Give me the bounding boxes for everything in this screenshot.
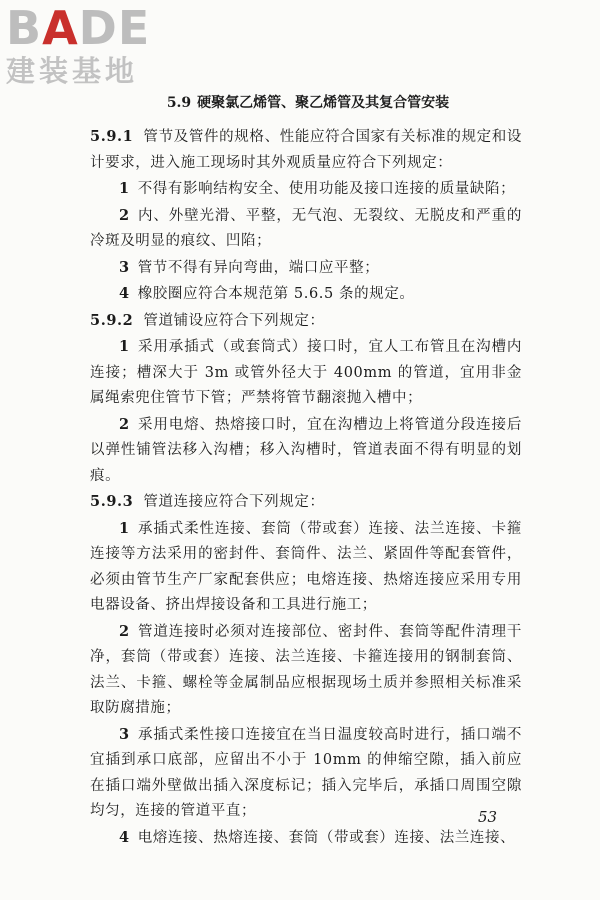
- clause-item: 4 橡胶圈应符合本规范第 5.6.5 条的规定。: [119, 285, 415, 302]
- page-number: 53: [478, 808, 498, 826]
- clause-item: 1 承插式柔性连接、套筒（带或套）连接、法兰连接、卡箍连接等方法采用的密封件、套筒件、法兰、紧固件等配套管件，必须由管节生产厂家配套供应；电熔连接、热熔连接应采用专用电器设备、挤出焊接设备和工具进行施工；: [90, 519, 522, 613]
- bade-logo: [6, 1, 151, 88]
- section-number: 5.9: [166, 95, 192, 111]
- logo-subtitle: 建装基地: [6, 54, 139, 88]
- document-page: [90, 92, 522, 851]
- section-title: [90, 92, 522, 114]
- clause-item: 3 管节不得有异向弯曲，端口应平整；: [119, 258, 380, 276]
- clause-item: 1 采用承插式（或套筒式）接口时，宜人工布管且在沟槽内连接；槽深大于 3m 或管外径大于 400mm 的管道，宜用非金属绳索兜住管节下管；严禁将管节翻滚抛入槽中；: [90, 338, 522, 406]
- clause-item: 4 电熔连接、热熔连接、套筒（带或套）连接、法兰连接、: [119, 828, 516, 846]
- clause-item: 2 内、外壁光滑、平整，无气泡、无裂纹、无脱皮和严重的冷斑及明显的痕纹、凹陷；: [90, 206, 522, 249]
- logo-wordmark: BADE: [6, 1, 151, 55]
- clause-item: 2 采用电熔、热熔接口时，宜在沟槽边上将管道分段连接后以弹性铺管法移入沟槽；移入沟槽时，管道表面不得有明显的划痕。: [90, 415, 522, 484]
- clause-item: 1 不得有影响结构安全、使用功能及接口连接的质量缺陷；: [119, 180, 516, 197]
- clause-5-9-2: 5.9.2 管道铺设应符合下列规定：: [90, 311, 325, 329]
- clause-5-9-3: 5.9.3 管道连接应符合下列规定：: [90, 493, 325, 510]
- clause-item: 2 管道连接时必须对连接部位、密封件、套筒等配件清理干净，套筒（带或套）连接、法兰连接、卡箍连接用的钢制套筒、法兰、卡箍、螺栓等金属制品应根据现场土质并参照相关标准采取防腐措施；: [90, 622, 522, 716]
- section-heading: 硬聚氯乙烯管、聚乙烯管及其复合管安装: [197, 95, 450, 111]
- clause-5-9-1: 5.9.1 管节及管件的规格、性能应符合国家有关标准的规定和设计要求，进入施工现场时其外观质量应符合下列规定：: [90, 128, 522, 171]
- clause-item: 3 承插式柔性接口连接宜在当日温度较高时进行，插口端不宜插到承口底部，应留出不小于 10mm 的伸缩空隙，插入前应在插口端外壁做出插入深度标记；插入完毕后，承插口周围空隙均匀，连接的管道平直；: [90, 725, 522, 819]
